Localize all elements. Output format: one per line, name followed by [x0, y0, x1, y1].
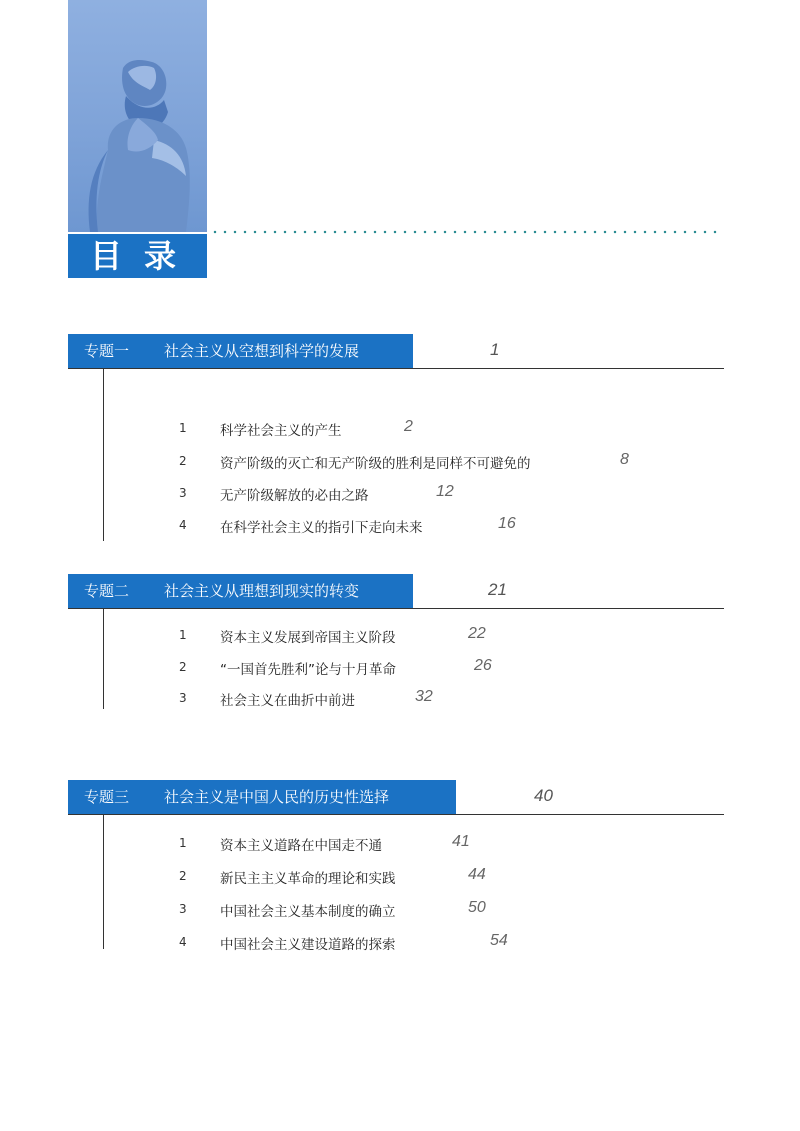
item-page: 50	[468, 899, 486, 916]
section-title: 社会主义从空想到科学的发展	[164, 342, 360, 360]
section-rule	[68, 368, 724, 369]
section-header-bar	[68, 334, 413, 368]
item-number: 1	[179, 836, 187, 850]
item-page: 32	[415, 688, 433, 705]
item-text: 无产阶级解放的必由之路	[220, 488, 369, 504]
section-header	[68, 574, 724, 608]
item-text: “一国首先胜利”论与十月革命	[220, 662, 396, 678]
item-page: 54	[490, 932, 508, 949]
item-number: 2	[179, 454, 187, 468]
statue-photo	[68, 0, 207, 232]
item-number: 4	[179, 518, 187, 532]
item-text: 资本主义发展到帝国主义阶段	[220, 630, 396, 646]
section-title: 社会主义从理想到现实的转变	[164, 582, 360, 600]
toc-item[interactable]	[68, 688, 724, 710]
section-3	[68, 780, 724, 953]
toc-title: 目录	[90, 237, 199, 275]
item-text: 在科学社会主义的指引下走向未来	[220, 520, 423, 536]
item-text: 社会主义在曲折中前进	[220, 693, 355, 709]
item-number: 3	[179, 486, 187, 500]
section-page: 40	[534, 786, 553, 805]
item-page: 2	[404, 418, 413, 435]
section-label: 专题三	[84, 788, 130, 806]
toc-item[interactable]	[68, 515, 724, 537]
item-page: 44	[468, 866, 486, 883]
item-page: 22	[468, 625, 486, 642]
item-page: 16	[498, 515, 516, 532]
toc-item[interactable]	[68, 451, 724, 473]
section-2	[68, 574, 724, 709]
section-page: 1	[490, 340, 500, 359]
item-number: 2	[179, 660, 187, 674]
section-1	[68, 334, 724, 536]
item-page: 8	[620, 451, 629, 468]
item-text: 中国社会主义建设道路的探索	[220, 937, 396, 953]
section-title: 社会主义是中国人民的历史性选择	[164, 788, 390, 806]
item-number: 2	[179, 869, 187, 883]
toc-item[interactable]	[68, 483, 724, 505]
section-header-bar	[68, 574, 413, 608]
toc-title-box	[68, 234, 207, 278]
item-text: 中国社会主义基本制度的确立	[220, 904, 396, 920]
section-header	[68, 780, 724, 814]
section-page: 21	[488, 580, 507, 599]
item-number: 1	[179, 628, 187, 642]
section-label: 专题一	[84, 342, 130, 360]
item-number: 1	[179, 421, 187, 435]
section-rule	[68, 814, 724, 815]
toc-item[interactable]	[68, 899, 724, 921]
dotted-divider	[210, 230, 720, 234]
toc-item[interactable]	[68, 833, 724, 855]
item-number: 3	[179, 902, 187, 916]
item-text: 新民主主义革命的理论和实践	[220, 871, 396, 887]
toc-item[interactable]	[68, 932, 724, 954]
toc-item[interactable]	[68, 418, 724, 440]
toc-item[interactable]	[68, 657, 724, 679]
item-number: 4	[179, 935, 187, 949]
item-text: 资产阶级的灭亡和无产阶级的胜利是同样不可避免的	[220, 456, 531, 472]
section-rule	[68, 608, 724, 609]
item-page: 12	[436, 483, 454, 500]
toc-item[interactable]	[68, 866, 724, 888]
item-number: 3	[179, 691, 187, 705]
item-page: 41	[452, 833, 470, 850]
item-text: 科学社会主义的产生	[220, 423, 342, 439]
statue-illustration	[68, 0, 207, 232]
section-header-bar	[68, 780, 456, 814]
section-label: 专题二	[84, 582, 130, 600]
toc-item[interactable]	[68, 625, 724, 647]
item-page: 26	[474, 657, 492, 674]
item-text: 资本主义道路在中国走不通	[220, 838, 382, 854]
section-header	[68, 334, 724, 368]
